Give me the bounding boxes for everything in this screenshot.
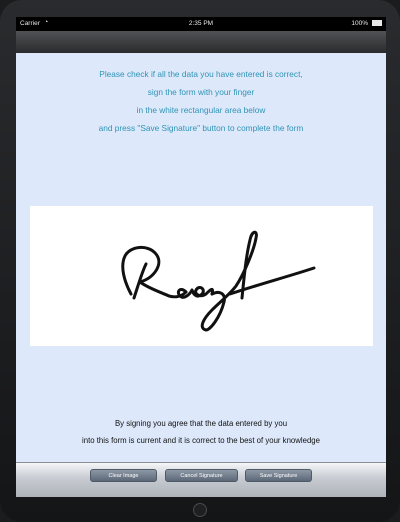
cancel-signature-button[interactable]: Cancel Signature bbox=[165, 469, 238, 482]
signature-pad[interactable] bbox=[30, 206, 373, 346]
battery-percent: 100% bbox=[351, 20, 368, 27]
agreement-line: into this form is current and it is correct to the best of your knowledge bbox=[82, 436, 320, 445]
navigation-bar bbox=[16, 31, 386, 53]
status-bar bbox=[16, 17, 386, 31]
instruction-line: sign the form with your finger bbox=[147, 87, 255, 97]
status-time: 2:35 PM bbox=[188, 20, 214, 27]
instruction-line: and press "Save Signature" button to complete the form bbox=[98, 123, 304, 133]
instruction-line: in the white rectangular area below bbox=[136, 105, 266, 115]
signature-drawing bbox=[30, 206, 373, 346]
home-button[interactable] bbox=[193, 503, 207, 517]
wifi-icon: ◔ bbox=[44, 19, 49, 26]
agreement-text bbox=[16, 415, 386, 449]
carrier-label: Carrier bbox=[20, 20, 40, 27]
clear-image-button[interactable]: Clear Image bbox=[90, 469, 157, 482]
instruction-line: Please check if all the data you have entered is correct, bbox=[99, 69, 303, 79]
bottom-toolbar bbox=[16, 462, 386, 497]
battery-icon bbox=[372, 20, 382, 26]
save-signature-button[interactable]: Save Signature bbox=[245, 469, 312, 482]
instructions-text bbox=[16, 65, 386, 137]
app-screen bbox=[16, 17, 386, 497]
agreement-line: By signing you agree that the data entered by you bbox=[114, 419, 288, 428]
